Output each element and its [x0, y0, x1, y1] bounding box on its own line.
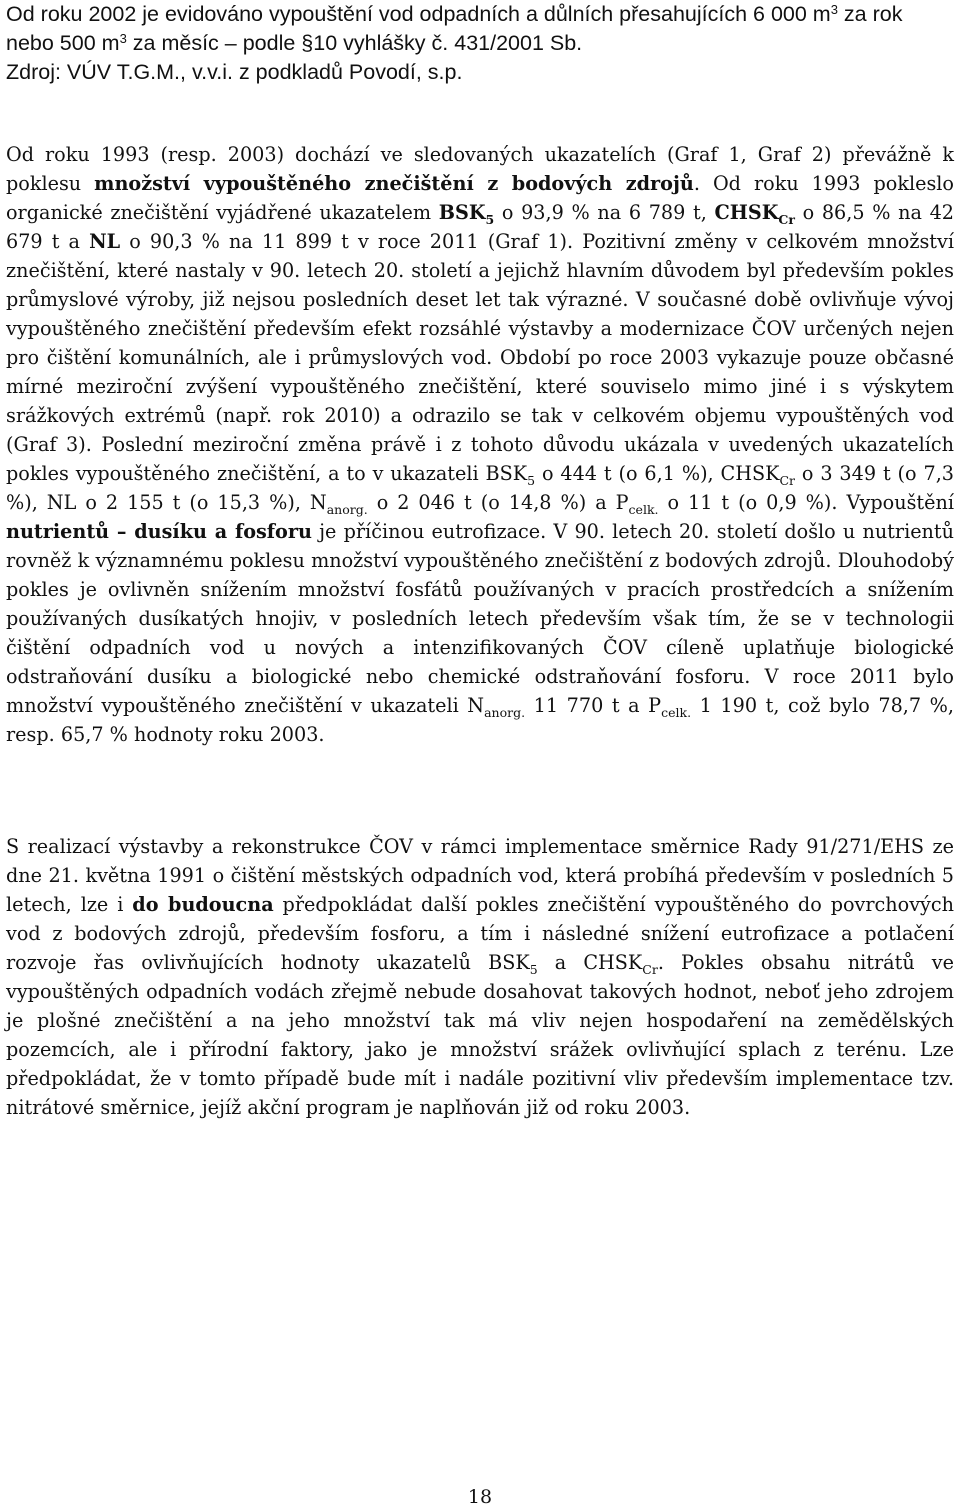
source-note: [6, 0, 954, 87]
source-note-line-1: Od roku 2002 je evidováno vypouštění vod odpadních a důlních přesahujících 6 000 $m^3$ za rok nebo 500 $m^3$ za měsíc – podle §10 vyhlášky č. 431/2001 Sb.: [6, 2, 903, 55]
paragraph-2: S realizací výstavby a rekonstrukce ČOV v rámci implementace směrnice Rady 91/271/EHS ze dne 21. května 1991 o čištění městských odpadních vod, která probíhá především v posledních 5 letech, lze i do budoucna předpokládat další pokles znečištění vypouštěného do povrchových vod z bodových zdrojů, především fosforu, a tím i následné snížení eutrofizace a potlačení rozvoje řas ovlivňujících hodnoty ukazatelů $BSK_5$ a $CHSK_{Cr}$. Pokles obsahu nitrátů ve vypouštěných odpadních vodách zřejmě nebude dosahovat takových hodnot, neboť jeho zdrojem je plošné znečištění a na jeho množství tak má vliv nejen hospodaření na zemědělských pozemcích, ale i přírodní faktory, jako je množství srážek ovlivňující splach z terénu. Lze předpokládat, že v tomto případě bude mít i nadále pozitivní vliv především implementace tzv. nitrátové směrnice, jejíž akční program je naplňován již od roku 2003.: [6, 835, 955, 1119]
page-number: 18: [467, 1486, 493, 1508]
paragraph-1: Od roku 1993 (resp. 2003) dochází ve sledovaných ukazatelích (Graf 1, Graf 2) převážně k poklesu množství vypouštěného znečištění z bodových zdrojů. Od roku 1993 pokleslo organické znečištění vyjádřené ukazatelem $BSK_5$ o 93,9 % na 6 789 t, $CHSK_{Cr}$ o 86,5 % na 42 679 t a NL o 90,3 % na 11 899 t v roce 2011 (Graf 1). Pozitivní změny v celkovém množství znečištění, které nastaly v 90. letech 20. století a jejichž hlavním důvodem byl především pokles průmyslové výroby, již nejsou posledních deset let tak výrazné. V současné době ovlivňuje vývoj vypouštěného znečištění především efekt rozsáhlé výstavby a modernizace ČOV určených nejen pro čištění komunálních, ale i průmyslových vod. Období po roce 2003 vykazuje pouze občasné mírné meziroční zvýšení vypouštěného znečištění, které souviselo mimo jiné i s výskytem srážkových extrémů (např. rok 2010) a odrazilo se tak v celkovém objemu vypouštěných vod (Graf 3). Poslední meziroční změna právě i z tohoto důvodu ukázala v uvedených ukazatelích pokles vypouštěného znečištění, a to v ukazateli $BSK_5$ o 444 t (o 6,1 %), $CHSK_{Cr}$ o 3 349 t (o 7,3 %), NL o 2 155 t (o 15,3 %), $N_{anorg.}$ o 2 046 t (o 14,8 %) a $P_{celk.}$ o 11 t (o 0,9 %). Vypouštění nutrientů – dusíku a fosforu je příčinou eutrofizace. V 90. letech 20. století došlo u nutrientů rovněž k významnému poklesu množství vypouštěného znečištění z bodových zdrojů. Dlouhodobý pokles je ovlivněn snížením množství fosfátů používaných v pracích prostředcích a snížením používaných dusíkatých hnojiv, v posledních letech především však tím, že se v technologii čištění odpadních vod u nových a intenzifikovaných ČOV cíleně uplatňuje biologické odstraňování dusíku a biologické nebo chemické odstraňování fosforu. V roce 2011 bylo množství vypouštěného znečištění v ukazateli $N_{anorg.}$ 11 770 t a $P_{celk.}$ 1 190 t, což bylo 78,7 %, resp. 65,7 % hodnoty roku 2003.: [6, 143, 955, 746]
source-note-line-2: Zdroj: VÚV T.G.M., v.v.i. z podkladů Povodí, s.p.: [6, 60, 463, 84]
